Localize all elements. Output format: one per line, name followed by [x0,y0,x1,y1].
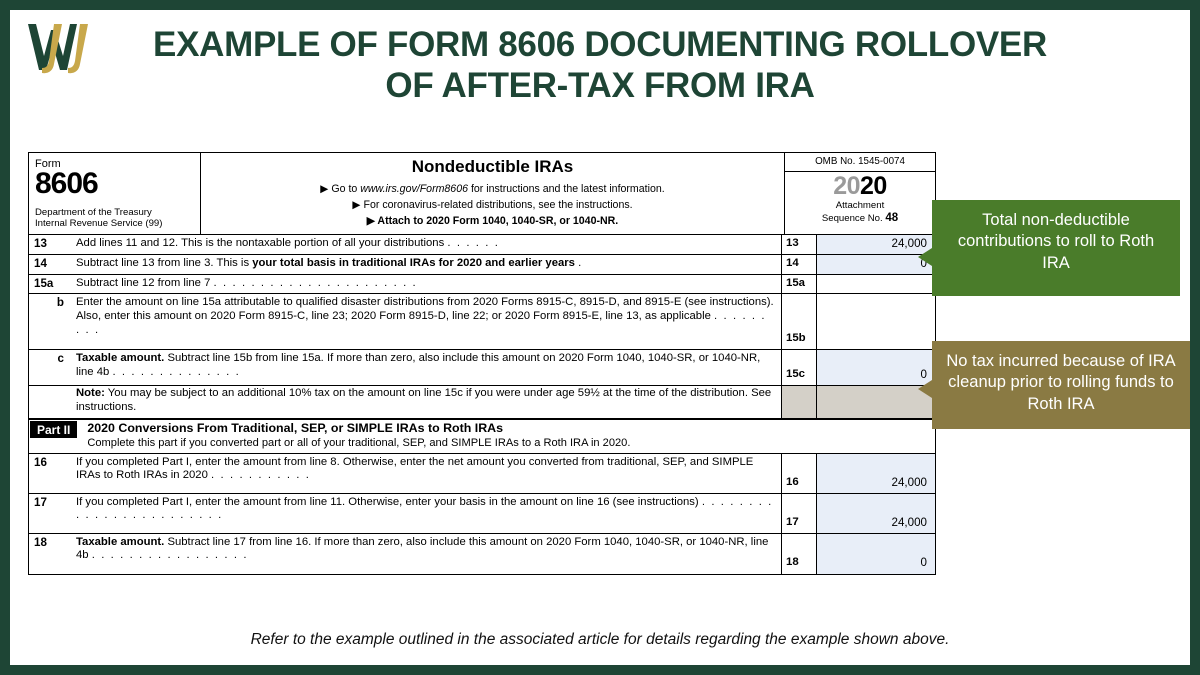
row-number: 18 [34,535,47,549]
form-row-14 [29,255,935,275]
form-label: Form [35,158,61,170]
row-lineno: 13 [781,235,817,254]
form-note-row [29,386,935,419]
row-number-spacer [29,386,71,418]
callout-arrow-gold [918,380,932,398]
covid-line: ▶ For coronavirus-related distributions, see the instructions. [352,198,633,211]
row-value-17[interactable]: 24,000 [817,494,935,533]
row-number: 15a [34,276,54,290]
row-text: Taxable amount. Subtract line 17 from line 16. If more than zero, also include this amount on 2020 Form 1040, 1040-SR, or 1040-NR, line 4b . . . . . . . . . . . . . . . . . [76,535,769,562]
callout-nondeductible-contributions: Total non-deductible contributions to roll to Roth IRA [932,200,1180,296]
row-value-15a[interactable] [817,275,935,294]
department-text: Department of the Treasury Internal Revenue Service (99) [35,206,163,230]
irs-url[interactable]: www.irs.gov/Form8606 [360,182,468,195]
form-title-block [201,153,785,234]
part-2-subheading: Complete this part if you converted part or all of your traditional, SEP, and SIMPLE IRAs to a Roth IRA in 2020. [87,437,631,450]
row-lineno: 16 [781,454,817,493]
row-number: 16 [34,455,47,469]
callout-arrow-green [918,248,932,266]
row-lineno: 14 [781,255,817,274]
form-number: 8606 [35,167,98,201]
form-row-16 [29,454,935,494]
row-text: If you completed Part I, enter the amount from line 11. Otherwise, enter your basis in the amount on line 16 (see instructions) . . . . . . . . . . . . . . . . . . . . . . . . [76,495,773,522]
row-value-15b[interactable] [817,294,935,349]
wj-monogram-logo [24,18,120,80]
note-text: Note: You may be subject to an additional 10% tax on the amount on line 15c if you were under age 59½ at the time of the distribution. See instructions. [76,387,772,414]
row-text: Subtract line 13 from line 3. This is your total basis in traditional IRAs for 2020 and earlier years . [76,256,583,269]
form-identity [29,153,201,234]
row-number: 13 [34,237,47,250]
row-value-18[interactable]: 0 [817,534,935,574]
form-row-13 [29,235,935,255]
attachment-sequence: Attachment Sequence No. 48 [821,200,899,224]
row-value-14[interactable]: 0 [817,255,935,274]
row-number: 14 [34,256,47,270]
row-number: b [56,296,64,310]
row-number: c [57,352,64,366]
form-title: Nondeductible IRAs [411,157,574,176]
row-text: If you completed Part I, enter the amount from line 8. Otherwise, enter the net amount you converted from traditional, SEP, and SIMPLE IRAs to Roth IRAs in 2020 . . . . . . . . . . . [76,455,754,482]
row-value-16[interactable]: 24,000 [817,454,935,493]
part-2-tag: Part II [30,421,77,438]
row-number: 17 [34,495,47,509]
goto-line: ▶ Go to www.irs.gov/Form8606 for instructions and the latest information. [320,182,665,195]
sequence-number: 48 [885,211,899,224]
row-lineno: 17 [781,494,817,533]
row-lineno: 18 [781,534,817,574]
form-8606 [28,152,936,575]
row-value-13[interactable]: 24,000 [817,235,935,254]
row-text: Add lines 11 and 12. This is the nontaxable portion of all your distributions . . . . . . [76,237,500,249]
form-row-15b [29,294,935,350]
part-2-header [29,419,935,454]
row-text: Subtract line 12 from line 7 . . . . . . . . . . . . . . . . . . . . . . [76,276,418,289]
form-header [29,153,935,235]
part-2-heading: 2020 Conversions From Traditional, SEP, or SIMPLE IRAs to Roth IRAs [87,420,503,435]
row-text: Taxable amount. Subtract line 15b from line 15a. If more than zero, also include this amount on 2020 Form 1040, 1040-SR, or 1040-NR, line 4b . . . . . . . . . . . . . . [76,352,761,379]
row-lineno: 15a [781,275,817,294]
row-value-15c[interactable]: 0 [817,350,935,385]
form-row-15c [29,350,935,386]
page-title: EXAMPLE OF FORM 8606 DOCUMENTING ROLLOVER OF AFTER-TAX FROM IRA [153,25,1047,106]
form-omb-block [785,153,935,234]
attach-line: ▶ Attach to 2020 Form 1040, 1040-SR, or 1040-NR. [366,214,619,227]
row-lineno: 15c [781,350,817,385]
slide [10,10,1190,665]
row-lineno: 15b [781,294,817,349]
form-row-18 [29,534,935,574]
callout-no-tax-incurred: No tax incurred because of IRA cleanup prior to rolling funds to Roth IRA [932,341,1190,429]
omb-number: OMB No. 1545-0074 [785,153,935,172]
form-row-17 [29,494,935,534]
row-text: Enter the amount on line 15a attributable to qualified disaster distributions from 2020 Forms 8915-C, 8915-D, and 8915-E (see instructions). Also, enter this amount on 2020 Form 8915-C, line 23; 2020 Form 8915-D, line 22; or 2020 Form 8915-E, line 13, as applicable . . . . . . . . . [76,296,774,336]
form-row-15a [29,275,935,295]
part-2-body [77,420,630,453]
footer-note: Refer to the example outlined in the associated article for details regarding the example shown above. [250,631,950,648]
note-lineno-spacer [781,386,817,418]
tax-year: 2020 [833,171,887,200]
